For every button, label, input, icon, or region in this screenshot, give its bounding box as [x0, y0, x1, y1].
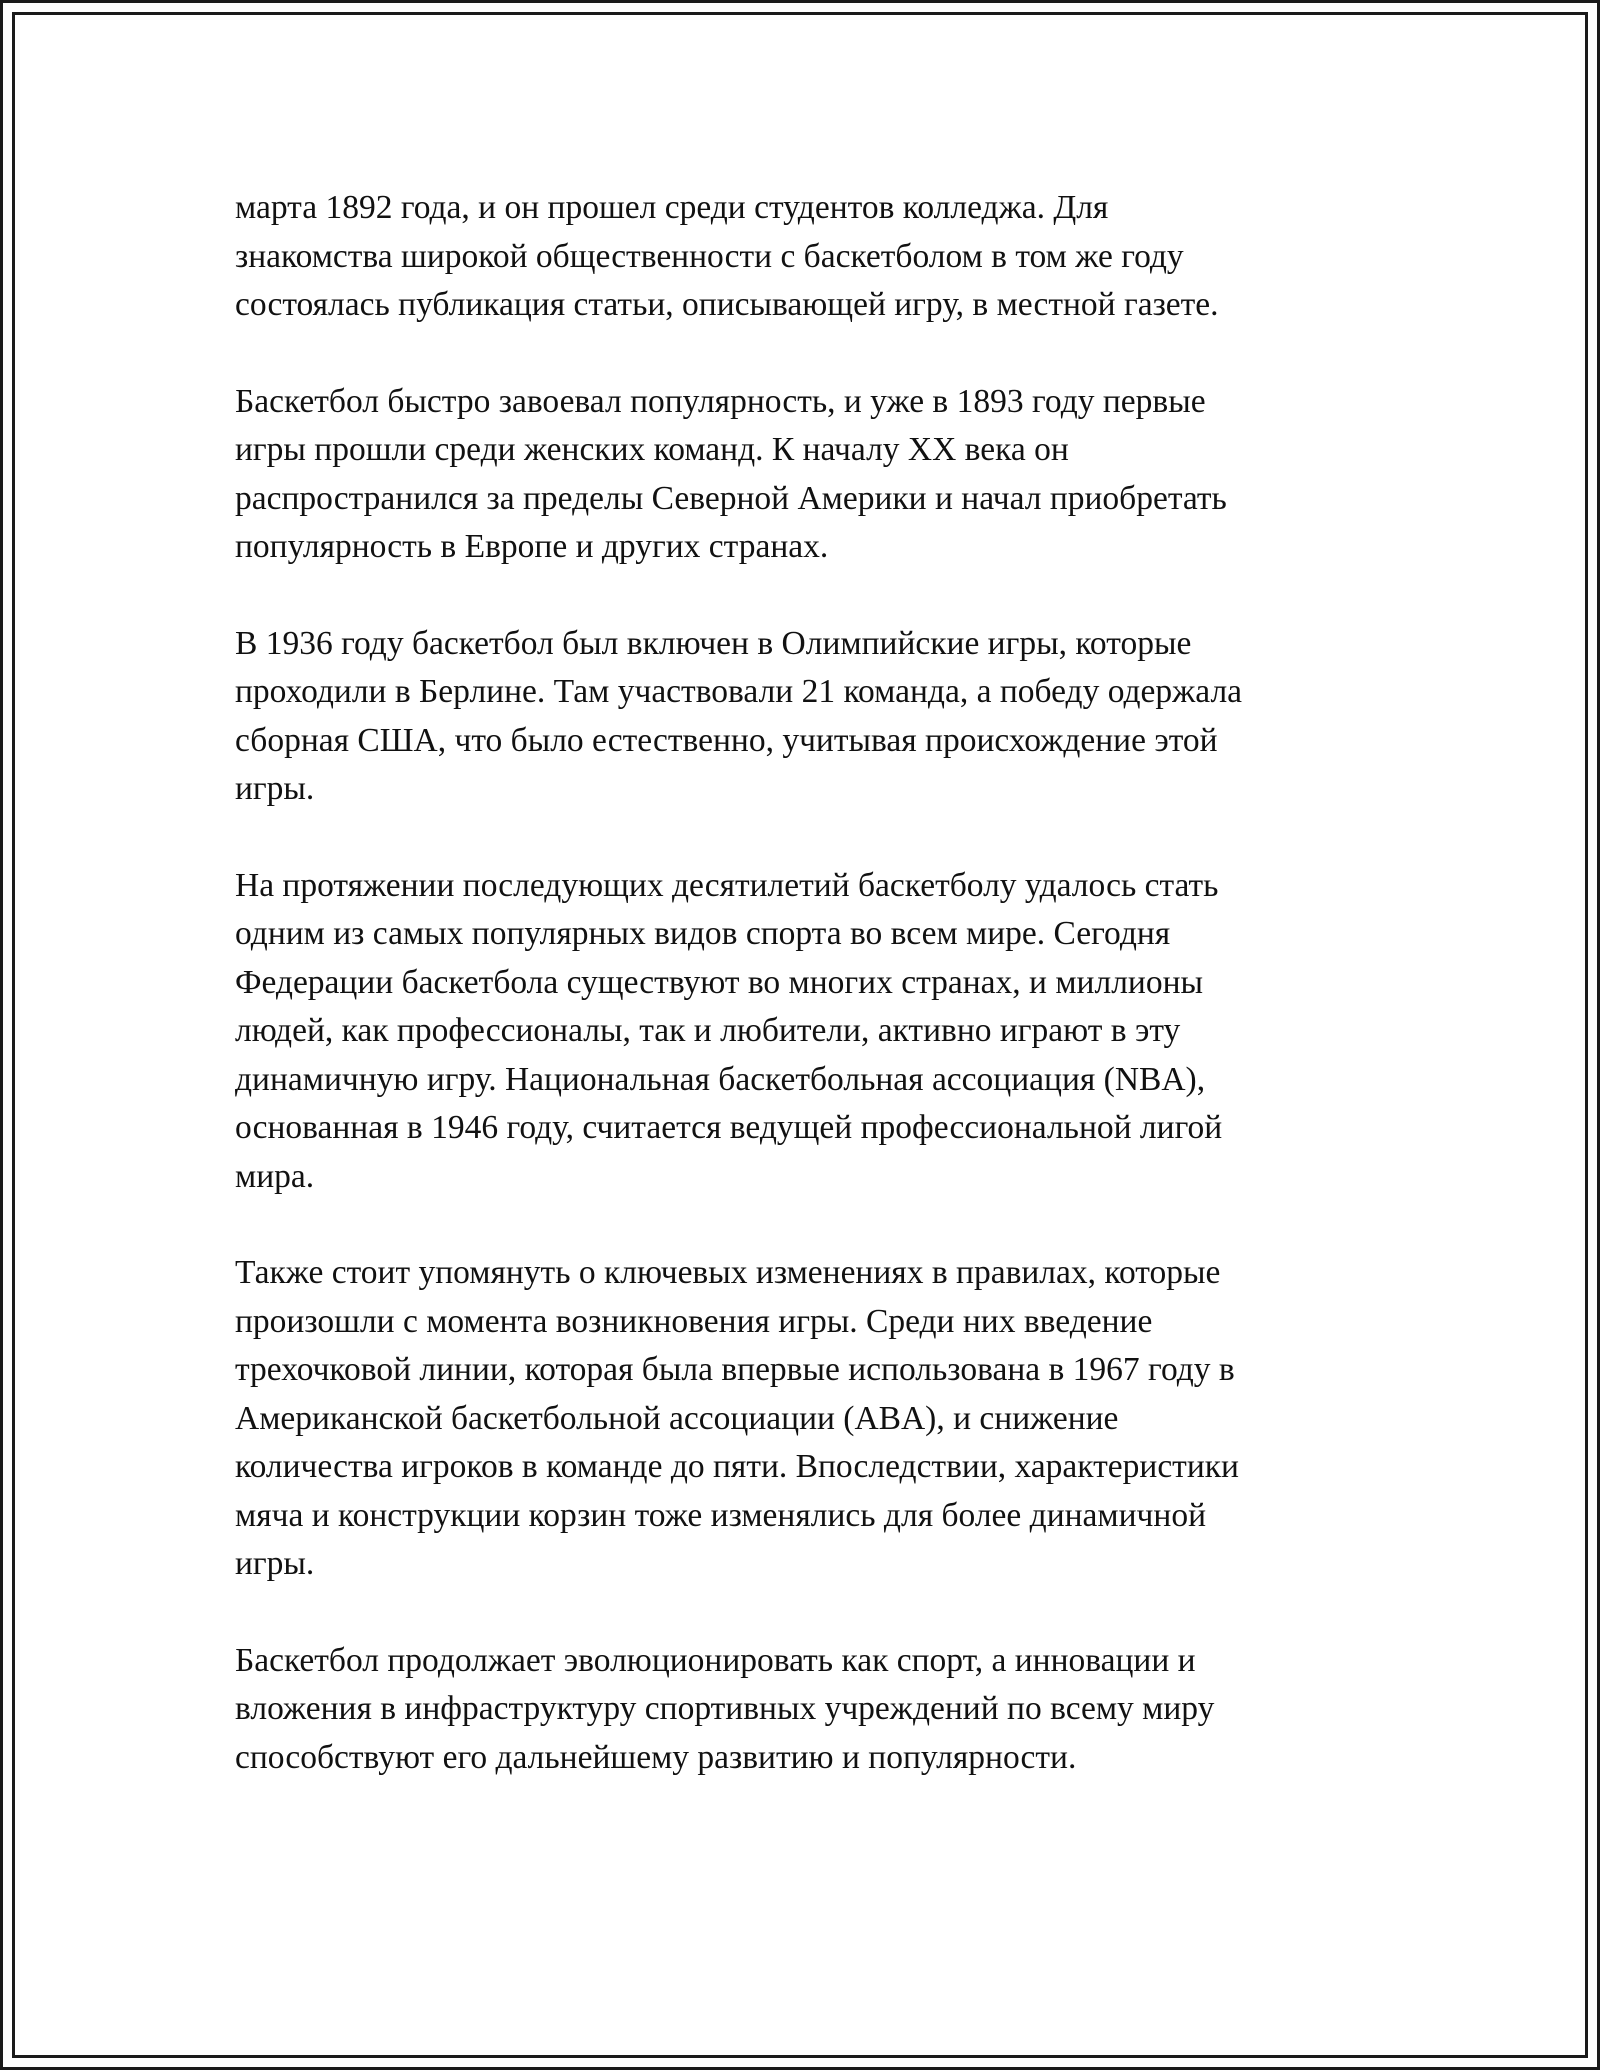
paragraph-6: Баскетбол продолжает эволюционировать как спорт, а инновации и вложения в инфраструктуру спортивных учреждений по всему миру способствуют его дальнейшему развитию и популярности.: [235, 1641, 1215, 1776]
paragraph-2: Баскетбол быстро завоевал популярность, и уже в 1893 году первые игры прошли среди женских команд. К началу XX века он распространился за пределы Северной Америки и начал приобретать популярность в Европе и других странах.: [235, 382, 1227, 565]
paragraph-1: марта 1892 года, и он прошел среди студентов колледжа. Для знакомства широкой общественности с баскетболом в том же году состоялась публикация статьи, описывающей игру, в местной газете.: [235, 189, 1219, 323]
paragraph-5: Также стоит упомянуть о ключевых изменениях в правилах, которые произошли с момента возникновения игры. Среди них введение трехочковой линии, которая была впервые использована в 1967 году в Американской баскетбольной ассоциации (ABA), и снижение количества игроков в команде до пяти. Впоследствии, характеристики мяча и конструкции корзин тоже изменялись для более динамичной игры.: [235, 1254, 1239, 1582]
paragraph-4: На протяжении последующих десятилетий баскетболу удалось стать одним из самых популярных видов спорта во всем мире. Сегодня Федерации баскетбола существуют во многих странах, и миллионы людей, как профессионалы, так и любители, активно играют в эту динамичную игру. Национальная баскетбольная ассоциация (NBA), основанная в 1946 году, считается ведущей профессиональной лигой мира.: [235, 866, 1223, 1195]
paragraph-3: В 1936 году баскетбол был включен в Олимпийские игры, которые проходили в Берлине. Там участвовали 21 команда, а победу одержала сборная США, что было естественно, учитывая происхождение этой игры.: [235, 624, 1243, 807]
document-body: [235, 184, 1365, 1830]
